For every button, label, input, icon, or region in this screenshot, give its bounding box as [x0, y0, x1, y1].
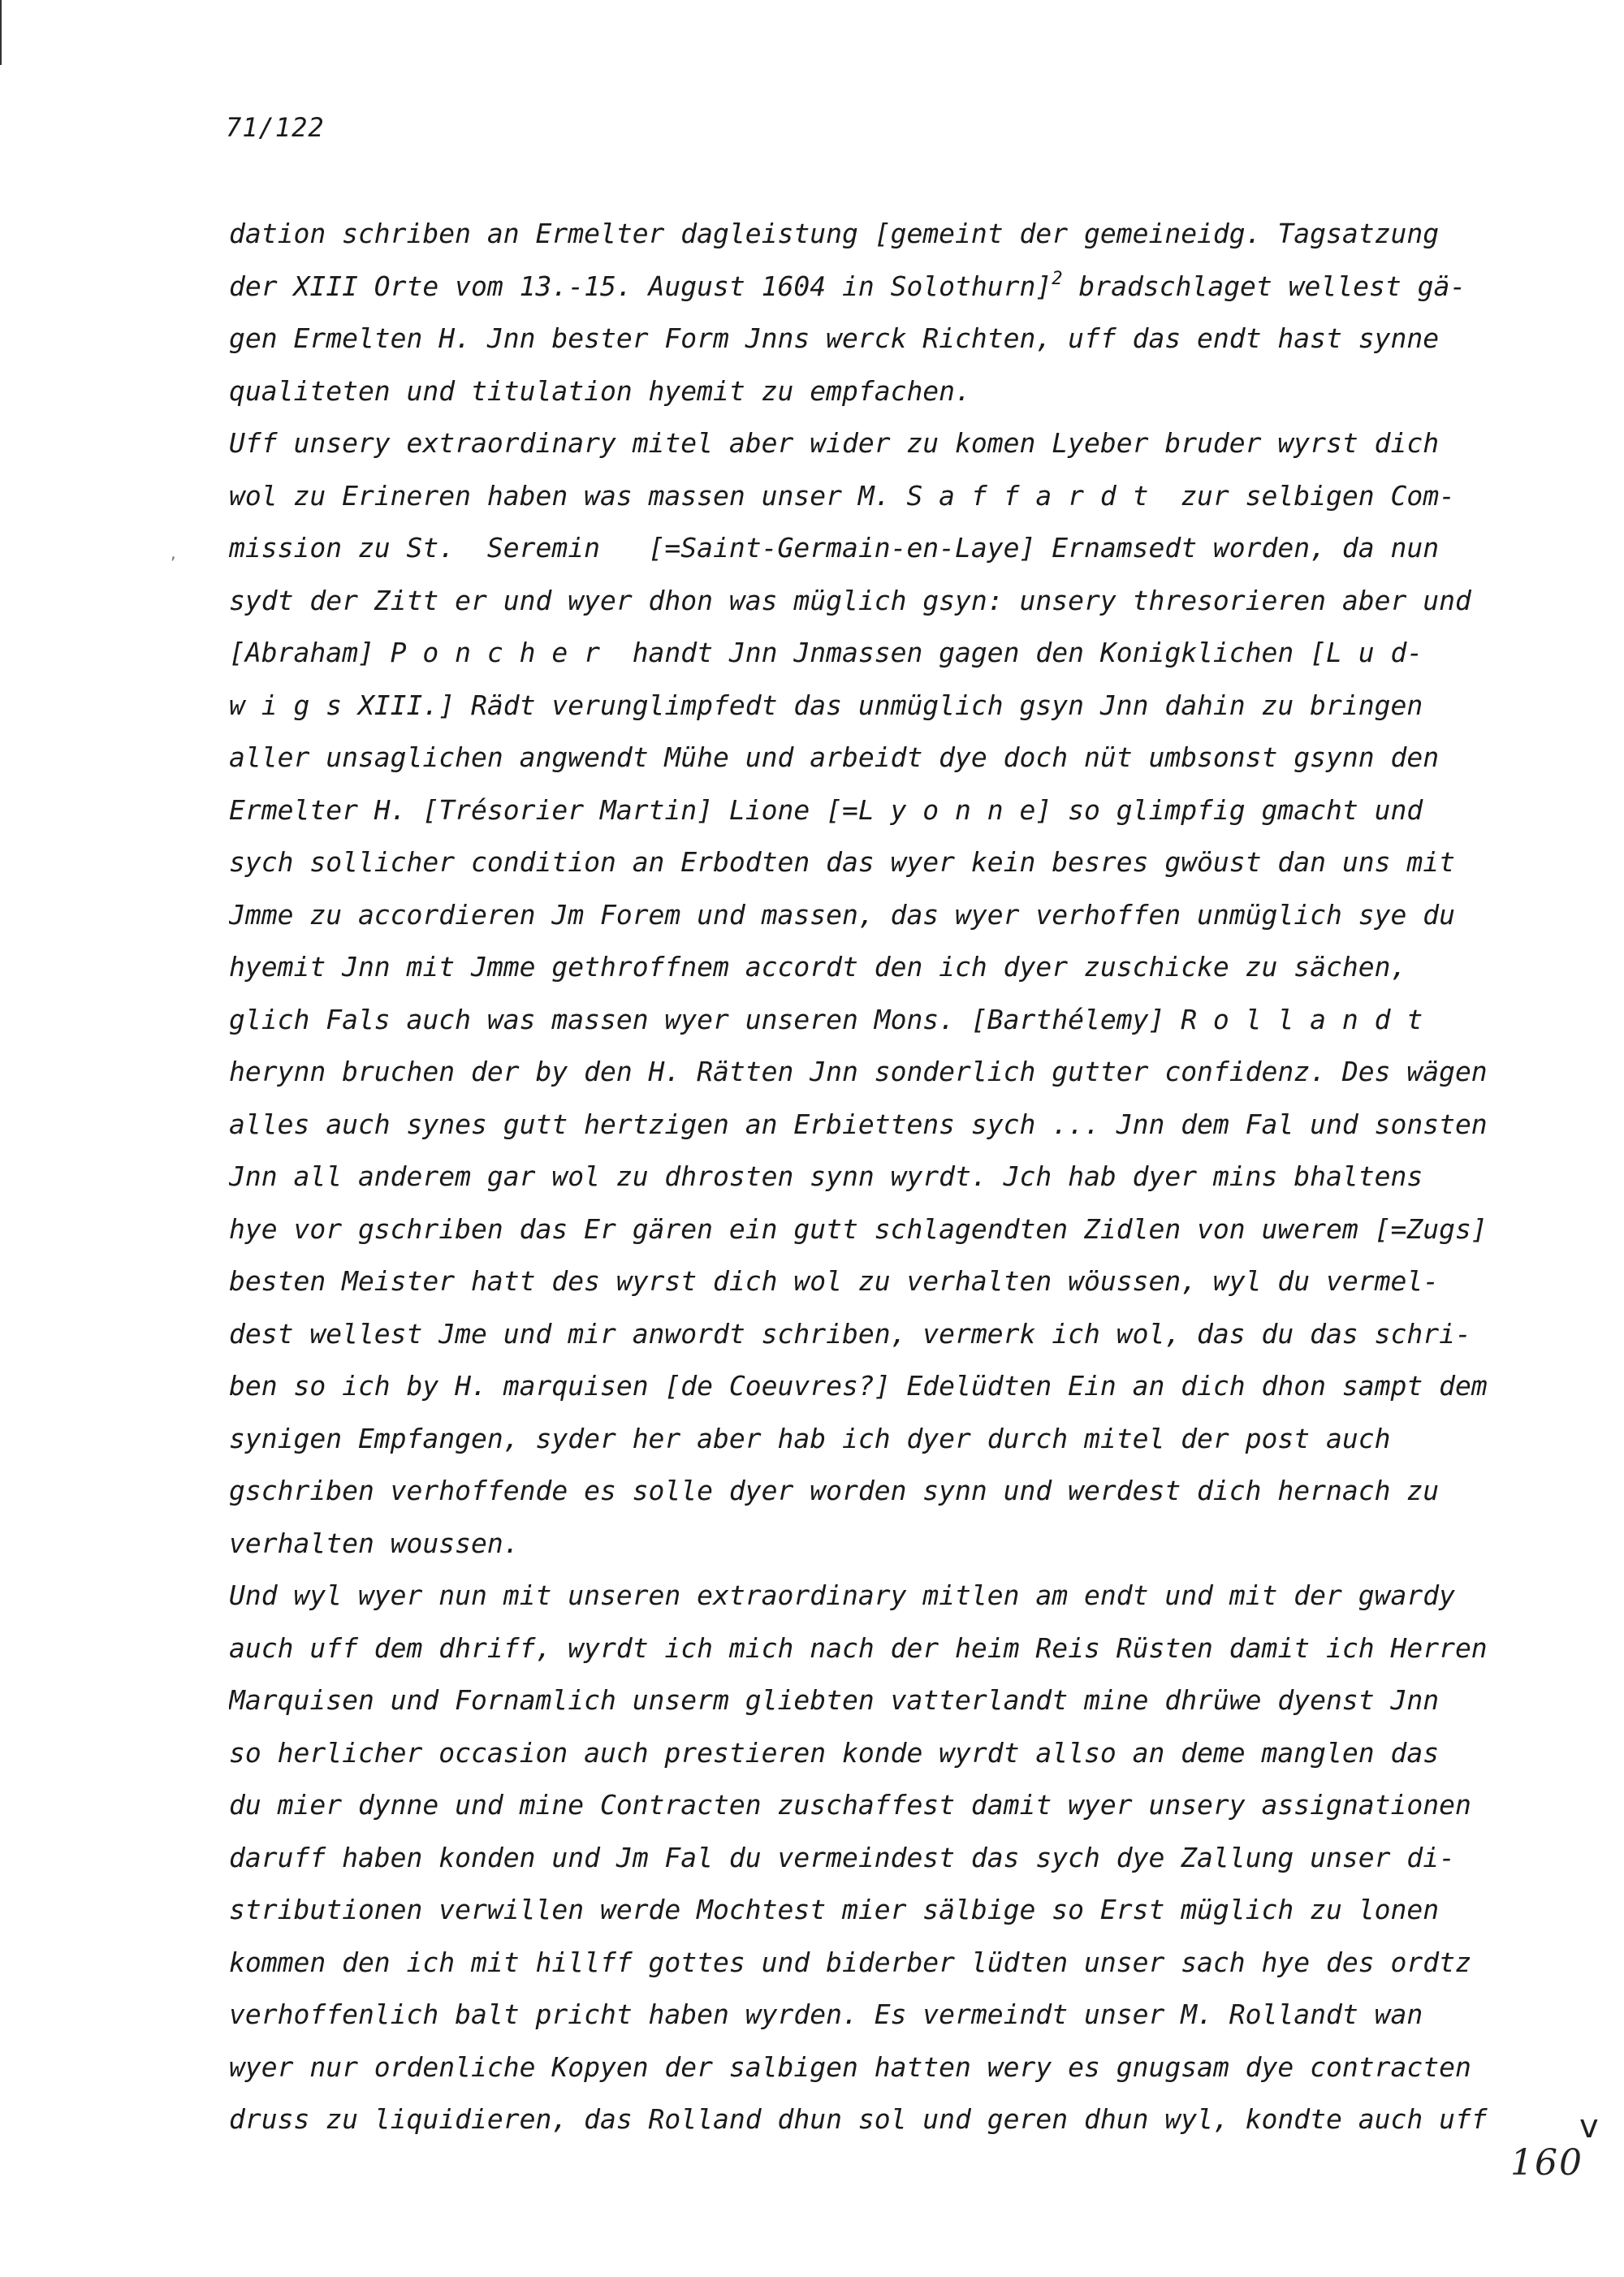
- text-line: Ermelter H. [Trésorier Martin] Lione [=L y o n n e] so glimpfig gmacht und: [229, 793, 1423, 826]
- text-line: hye vor gschriben das Er gären ein gutt schlagendten Zidlen von uwerem [=Zugs]: [229, 1212, 1488, 1245]
- text-line: mission zu St. Seremin [=Saint-Germain-en-Laye] Ernamsedt worden, da nun: [229, 532, 1440, 564]
- text-line: Marquisen und Fornamlich unserm gliebten vatterlandt mine dhrüwe dyenst Jnn: [229, 1684, 1440, 1716]
- line-text-continued: bradschlaget wellest gä-: [1062, 270, 1466, 302]
- text-line: Jnn all anderem gar wol zu dhrosten synn wyrdt. Jch hab dyer mins bhaltens: [229, 1160, 1423, 1192]
- stray-pen-mark: ,: [169, 546, 178, 563]
- page-number: 71/122: [226, 112, 325, 143]
- text-line: sych sollicher condition an Erbodten das wyer kein besres gwöust dan uns mit: [229, 846, 1455, 878]
- text-line: synigen Empfangen, syder her aber hab ich dyer durch mitel der post auch: [229, 1422, 1391, 1454]
- text-line: so herlicher occasion auch prestieren konde wyrdt allso an deme manglen das: [229, 1736, 1440, 1769]
- text-line: qualiteten und titulation hyemit zu empfachen.: [229, 374, 971, 407]
- footnote-marker: 2: [1052, 268, 1063, 289]
- text-line: gen Ermelten H. Jnn bester Form Jnns werck Richten, uff das endt hast synne: [229, 322, 1440, 354]
- text-line: aller unsaglichen angwendt Mühe und arbeidt dye doch nüt umbsonst gsynn den: [229, 741, 1440, 773]
- document-body: [229, 208, 1504, 2146]
- text-line: gschriben verhoffende es solle dyer worden synn und werdest dich hernach zu: [229, 1475, 1440, 1506]
- text-line: Uff unsery extraordinary mitel aber wider zu komen Lyeber bruder wyrst dich: [229, 427, 1440, 459]
- text-line: [Abraham] P o n c h e r handt Jnn Jnmassen gagen den Konigklichen [L u d-: [229, 637, 1423, 668]
- text-line: hyemit Jnn mit Jmme gethroffnem accordt den ich dyer zuschicke zu sächen,: [229, 951, 1407, 983]
- text-line: druss zu liquidieren, das Rolland dhun sol und geren dhun wyl, kondte auch uff: [229, 2103, 1488, 2135]
- text-line: daruff haben konden und Jm Fal du vermeindest das sych dye Zallung unser di-: [229, 1841, 1455, 1873]
- page-edge-rule: [0, 0, 2, 65]
- text-line: wyer nur ordenliche Kopyen der salbigen hatten wery es gnugsam dye contracten: [229, 2050, 1471, 2083]
- text-line: verhalten woussen.: [229, 1527, 520, 1559]
- text-line: du mier dynne und mine Contracten zuschaffest damit wyer unsery assignationen: [229, 1789, 1471, 1821]
- text-line: auch uff dem dhriff, wyrdt ich mich nach der heim Reis Rüsten damit ich Herren: [229, 1631, 1488, 1664]
- handwritten-folio-number: 160: [1510, 2142, 1583, 2184]
- text-line: wol zu Erineren haben was massen unser M. S a f f a r d t zur selbigen Com-: [229, 479, 1455, 512]
- text-line: w i g s XIII.] Rädt verunglimpfedt das unmüglich gsyn Jnn dahin zu bringen: [229, 689, 1423, 721]
- handwritten-check-mark: v: [1579, 2108, 1599, 2145]
- text-line: Und wyl wyer nun mit unseren extraordinary mitlen am endt und mit der gwardy: [229, 1579, 1455, 1611]
- text-line: stributionen verwillen werde Mochtest mier sälbige so Erst müglich zu lonen: [229, 1894, 1440, 1925]
- text-line-with-footnote: [229, 261, 1504, 313]
- text-line: dest wellest Jme und mir anwordt schriben, vermerk ich wol, das du das schri-: [229, 1317, 1471, 1350]
- text-line: Jmme zu accordieren Jm Forem und massen, das wyer verhoffen unmüglich sye du: [229, 898, 1455, 931]
- line-text: der XIII Orte vom 13.-15. August 1604 in Solothurn]: [229, 270, 1052, 302]
- text-line: besten Meister hatt des wyrst dich wol zu verhalten wöussen, wyl du vermel-: [229, 1265, 1440, 1297]
- text-line: verhoffenlich balt pricht haben wyrden. Es vermeindt unser M. Rollandt wan: [229, 1998, 1423, 2030]
- text-line: herynn bruchen der by den H. Rätten Jnn sonderlich gutter confidenz. Des wägen: [229, 1056, 1488, 1087]
- text-line: glich Fals auch was massen wyer unseren Mons. [Barthélemy] R o l l a n d t: [229, 1003, 1423, 1035]
- text-line: alles auch synes gutt hertzigen an Erbiettens sych ... Jnn dem Fal und sonsten: [229, 1108, 1488, 1140]
- text-line: dation schriben an Ermelter dagleistung [gemeint der gemeineidg. Tagsatzung: [229, 218, 1440, 249]
- text-line: sydt der Zitt er und wyer dhon was müglich gsyn: unsery thresorieren aber und: [229, 584, 1471, 616]
- text-line: ben so ich by H. marquisen [de Coeuvres?] Edelüdten Ein an dich dhon sampt dem: [229, 1370, 1488, 1402]
- text-line: kommen den ich mit hillff gottes und biderber lüdten unser sach hye des ordtz: [229, 1946, 1471, 1978]
